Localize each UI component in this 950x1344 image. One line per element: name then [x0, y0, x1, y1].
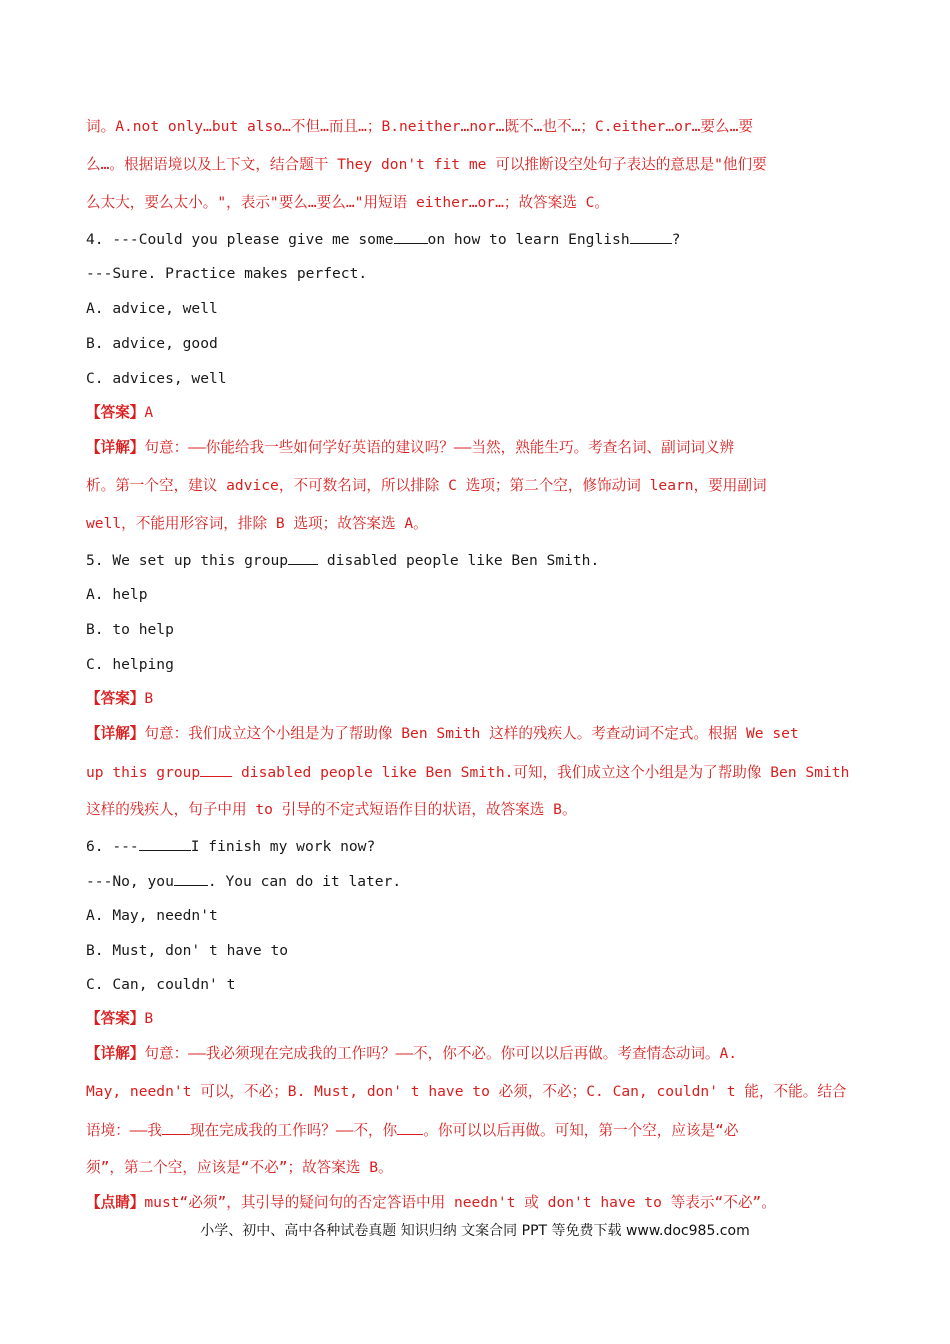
- q6-detail-text-1: 句意：——我必须现在完成我的工作吗？——不，你不必。你可以以后再做。考查情态动词。A.: [144, 1045, 738, 1062]
- q6-detail-line-2: May, needn't 可以，不必；B. Must, don' t have to 必须，不必；C. Can, couldn' t 能，不能。结合: [86, 1083, 847, 1100]
- q5-detail-text-1: 句意：我们成立这个小组是为了帮助像 Ben Smith 这样的残疾人。考查动词不定式。根据 We set: [144, 725, 799, 742]
- q4-blank-2: [630, 229, 672, 244]
- q6-blank-1: [139, 836, 191, 851]
- q6-stem-b: I finish my work now?: [190, 838, 376, 855]
- q6-detail-label: 【详解】: [86, 1045, 145, 1062]
- q4-stem-c: ?: [671, 231, 681, 248]
- q5-detail-text-2a: up this group: [86, 764, 201, 781]
- q6-stem-a: 6. ---: [86, 838, 139, 855]
- q5-answer: [86, 689, 866, 709]
- q6-tip: [86, 1193, 866, 1213]
- q6-blank-2: [174, 871, 208, 886]
- q6-tip-label: 【点睛】: [86, 1194, 145, 1211]
- q6-detail-text-3a: 语境：——我: [86, 1122, 162, 1139]
- q5-option-a: A. help: [86, 586, 148, 603]
- q5-stem: [86, 550, 866, 571]
- explanation-line-2: 么…。根据语境以及上下文，结合题干 They don't fit me 可以推断设空处句子表达的意思是"他们要: [86, 156, 767, 173]
- q5-detail-line-1: [86, 724, 866, 744]
- q4-reply: ---Sure. Practice makes perfect.: [86, 265, 368, 282]
- explanation-line-3: 么太大，要么太小。"，表示"要么…要么…"用短语 either…or…；故答案选 C。: [86, 194, 609, 211]
- q4-detail-label: 【详解】: [86, 439, 145, 456]
- q6-tip-text: must“必须”，其引导的疑问句的否定答语中用 needn't 或 don't have to 等表示“不必”。: [144, 1194, 776, 1211]
- q6-option-a: A. May, needn't: [86, 907, 218, 924]
- q5-detail-blank: [200, 762, 232, 777]
- q5-detail-line-3: 这样的残疾人，句子中用 to 引导的不定式短语作目的状语，故答案选 B。: [86, 801, 577, 818]
- q6-stem: [86, 836, 866, 857]
- q5-detail-text-2b: disabled people like Ben Smith.可知，我们成立这个小组是为了帮助像 Ben Smith: [232, 764, 850, 781]
- q5-answer-label: 【答案】: [86, 690, 145, 707]
- q6-detail-text-3c: 。你可以以后再做。可知，第一个空，应该是“必: [423, 1122, 739, 1139]
- q6-detail-blank-2: [397, 1120, 423, 1135]
- q6-detail-line-4: 须”，第二个空，应该是“不必”；故答案选 B。: [86, 1159, 393, 1176]
- q6-detail-line-1: [86, 1044, 866, 1064]
- q5-stem-a: 5. We set up this group: [86, 552, 289, 569]
- q6-answer: [86, 1009, 866, 1029]
- q4-detail-line-3: well，不能用形容词，排除 B 选项；故答案选 A。: [86, 515, 428, 532]
- q5-answer-value: B: [144, 690, 154, 707]
- q5-detail-line-2: [86, 762, 866, 783]
- q4-option-b: B. advice, good: [86, 335, 218, 352]
- q6-option-c: C. Can, couldn' t: [86, 976, 236, 993]
- q4-detail-line-1: [86, 438, 866, 458]
- q4-answer: [86, 403, 866, 423]
- q4-detail-text-1: 句意：——你能给我一些如何学好英语的建议吗？——当然，熟能生巧。考查名词、副词词义辨: [144, 439, 735, 456]
- q4-stem: [86, 229, 866, 250]
- q4-detail-line-2: 析。第一个空，建议 advice，不可数名词，所以排除 C 选项；第二个空，修饰动词 learn，要用副词: [86, 477, 767, 494]
- q6-option-b: B. Must, don' t have to: [86, 942, 289, 959]
- q5-option-c: C. helping: [86, 656, 174, 673]
- q4-answer-label: 【答案】: [86, 404, 145, 421]
- q5-detail-label: 【详解】: [86, 725, 145, 742]
- q6-reply-a: ---No, you: [86, 873, 174, 890]
- q4-answer-value: A: [144, 404, 154, 421]
- explanation-line-1: 词。A.not only…but also…不但…而且…；B.neither…nor…既不…也不…；C.either…or…要么…要: [86, 118, 754, 135]
- q6-reply-b: . You can do it later.: [207, 873, 402, 890]
- q6-detail-text-3b: 现在完成我的工作吗？——不，你: [189, 1122, 398, 1139]
- q6-answer-value: B: [144, 1010, 154, 1027]
- q4-stem-b: on how to learn English: [427, 231, 630, 248]
- q6-answer-label: 【答案】: [86, 1010, 145, 1027]
- q4-stem-a: 4. ---Could you please give me some: [86, 231, 394, 248]
- q5-stem-b: disabled people like Ben Smith.: [318, 552, 600, 569]
- q4-blank-1: [394, 229, 428, 244]
- q4-option-a: A. advice, well: [86, 300, 218, 317]
- q4-option-c: C. advices, well: [86, 370, 227, 387]
- q5-blank: [288, 550, 318, 565]
- q6-detail-blank-1: [162, 1120, 190, 1135]
- q6-reply: [86, 871, 866, 892]
- q5-option-b: B. to help: [86, 621, 174, 638]
- page-footer: 小学、初中、高中各种试卷真题 知识归纳 文案合同 PPT 等免费下载 www.doc985.com: [200, 1223, 750, 1239]
- q6-detail-line-3: [86, 1120, 866, 1141]
